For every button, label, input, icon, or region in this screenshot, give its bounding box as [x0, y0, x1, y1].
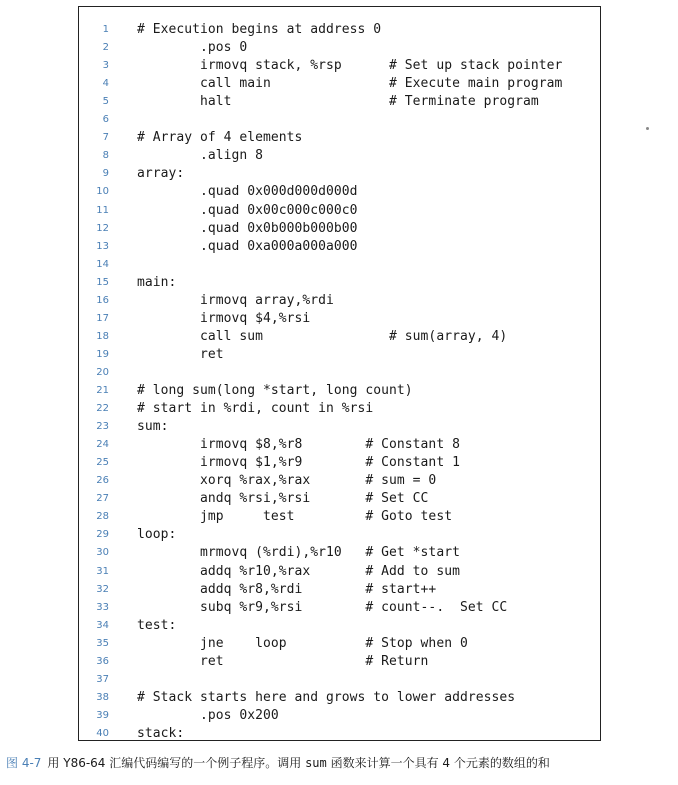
- code-listing-box: [78, 6, 601, 741]
- code-line: [79, 256, 600, 274]
- code-line: [79, 364, 600, 382]
- code-text: .quad 0x0b000b000b00: [137, 220, 358, 236]
- line-number: 38: [96, 691, 109, 703]
- code-text: call sum # sum(array, 4): [137, 328, 508, 344]
- code-line: [79, 563, 600, 581]
- code-line: [79, 599, 600, 617]
- code-text: andq %rsi,%rsi # Set CC: [137, 491, 429, 507]
- code-line: [79, 147, 600, 165]
- code-text: # Execution begins at address 0: [137, 22, 382, 37]
- code-text: stack:: [137, 725, 185, 741]
- line-number: 20: [96, 366, 109, 378]
- line-number: 21: [96, 385, 109, 396]
- caption-text-before: 用 Y86-64 汇编代码编写的一个例子程序。调用: [47, 756, 306, 770]
- line-number: 33: [96, 601, 109, 613]
- code-line: [79, 346, 600, 364]
- code-text: .quad 0x00c000c000c0: [137, 202, 358, 218]
- code-line: [79, 707, 600, 725]
- code-text: irmovq array,%rdi: [137, 292, 334, 308]
- code-text: ret: [137, 346, 224, 362]
- line-number: 12: [96, 222, 109, 234]
- code-line: [79, 292, 600, 310]
- code-text: # long sum(long *start, long count): [137, 383, 413, 398]
- figure-label: 图 4-7: [6, 756, 42, 770]
- code-text: jne loop # Stop when 0: [137, 635, 468, 651]
- code-line: [79, 508, 600, 526]
- code-line: [79, 725, 600, 743]
- code-text: .quad 0xa000a000a000: [137, 238, 358, 254]
- code-line: [79, 21, 600, 39]
- code-text: sum:: [137, 419, 169, 435]
- line-number: 35: [96, 637, 109, 649]
- line-number: 3: [102, 60, 109, 72]
- line-number: 29: [96, 529, 109, 541]
- code-line: [79, 436, 600, 454]
- line-number: 40: [96, 727, 109, 739]
- line-number: 16: [96, 294, 109, 306]
- code-text: halt # Terminate program: [137, 94, 539, 110]
- code-line: [79, 581, 600, 599]
- code-line: [79, 617, 600, 635]
- line-number: 5: [102, 96, 109, 108]
- line-number: 14: [96, 258, 109, 270]
- line-number: 10: [96, 186, 109, 198]
- line-number: 24: [96, 439, 109, 451]
- code-text: .quad 0x000d000d000d: [137, 184, 358, 200]
- line-number: 19: [96, 348, 109, 360]
- line-number: 6: [102, 114, 109, 126]
- code-line: [79, 400, 600, 418]
- code-text: irmovq stack, %rsp # Set up stack pointer: [137, 58, 563, 74]
- code-line: [79, 93, 600, 111]
- code-text: subq %r9,%rsi # count--. Set CC: [137, 599, 508, 615]
- code-text: main:: [137, 274, 177, 290]
- line-number: 37: [96, 673, 109, 685]
- code-line: [79, 202, 600, 220]
- code-line: [79, 165, 600, 183]
- code-line: [79, 635, 600, 653]
- code-text: test:: [137, 617, 177, 633]
- line-number: 8: [102, 150, 109, 162]
- code-text: array:: [137, 166, 185, 182]
- line-number: 22: [96, 403, 109, 415]
- line-number: 32: [96, 583, 109, 595]
- code-line: [79, 544, 600, 562]
- line-number: 15: [96, 276, 109, 288]
- code-line: [79, 472, 600, 490]
- line-number: 31: [96, 565, 109, 577]
- line-number: 2: [102, 42, 109, 54]
- code-text: ret # Return: [137, 653, 429, 669]
- line-number: 26: [96, 475, 109, 487]
- line-number: 4: [102, 78, 109, 90]
- code-line: [79, 671, 600, 689]
- code-line: [79, 220, 600, 238]
- line-number: 39: [96, 709, 109, 721]
- code-text: irmovq $4,%rsi: [137, 310, 311, 326]
- code-text: # Array of 4 elements: [137, 130, 303, 146]
- code-line: [79, 310, 600, 328]
- code-text: jmp test # Goto test: [137, 509, 453, 525]
- code-text: # start in %rdi, count in %rsi: [137, 401, 374, 417]
- code-text: loop:: [137, 527, 177, 543]
- line-number: 30: [96, 547, 109, 559]
- line-number: 34: [96, 619, 109, 631]
- code-text: addq %r10,%rax # Add to sum: [137, 563, 460, 579]
- code-line: [79, 653, 600, 671]
- code-text: irmovq $1,%r9 # Constant 1: [137, 455, 460, 471]
- code-text: .pos 0: [137, 40, 248, 56]
- line-number: 18: [96, 330, 109, 342]
- code-text: irmovq $8,%r8 # Constant 8: [137, 437, 460, 453]
- line-number: 13: [96, 240, 109, 252]
- line-number: 1: [102, 24, 109, 35]
- code-line: [79, 526, 600, 544]
- line-number: 23: [96, 421, 109, 433]
- line-number: 17: [96, 312, 109, 324]
- line-number: 7: [102, 132, 109, 144]
- code-line: [79, 490, 600, 508]
- code-text: addq %r8,%rdi # start++: [137, 581, 437, 597]
- figure-caption: [6, 754, 674, 772]
- line-number: 36: [96, 655, 109, 667]
- line-number: 11: [96, 204, 109, 216]
- decorative-dot: [646, 127, 649, 130]
- code-line: [79, 418, 600, 436]
- caption-function-name: sum: [305, 756, 327, 770]
- code-line: [79, 111, 600, 129]
- code-text: .align 8: [137, 148, 264, 164]
- code-text: xorq %rax,%rax # sum = 0: [137, 473, 437, 489]
- code-text: call main # Execute main program: [137, 76, 563, 92]
- code-line: [79, 689, 600, 707]
- code-line: [79, 454, 600, 472]
- code-line: [79, 238, 600, 256]
- code-text: # Stack starts here and grows to lower addresses: [137, 689, 516, 705]
- caption-text-after: 函数来计算一个具有 4 个元素的数组的和: [326, 756, 550, 770]
- code-text: mrmovq (%rdi),%r10 # Get *start: [137, 545, 460, 561]
- code-line: [79, 274, 600, 292]
- code-line: [79, 129, 600, 147]
- line-number: 28: [96, 511, 109, 523]
- line-number: 25: [96, 457, 109, 469]
- code-line: [79, 382, 600, 400]
- code-text: .pos 0x200: [137, 707, 279, 723]
- line-number: 27: [96, 493, 109, 505]
- code-line: [79, 75, 600, 93]
- code-line: [79, 39, 600, 57]
- code-line: [79, 183, 600, 201]
- code-line: [79, 328, 600, 346]
- code-line: [79, 57, 600, 75]
- line-number: 9: [102, 168, 109, 180]
